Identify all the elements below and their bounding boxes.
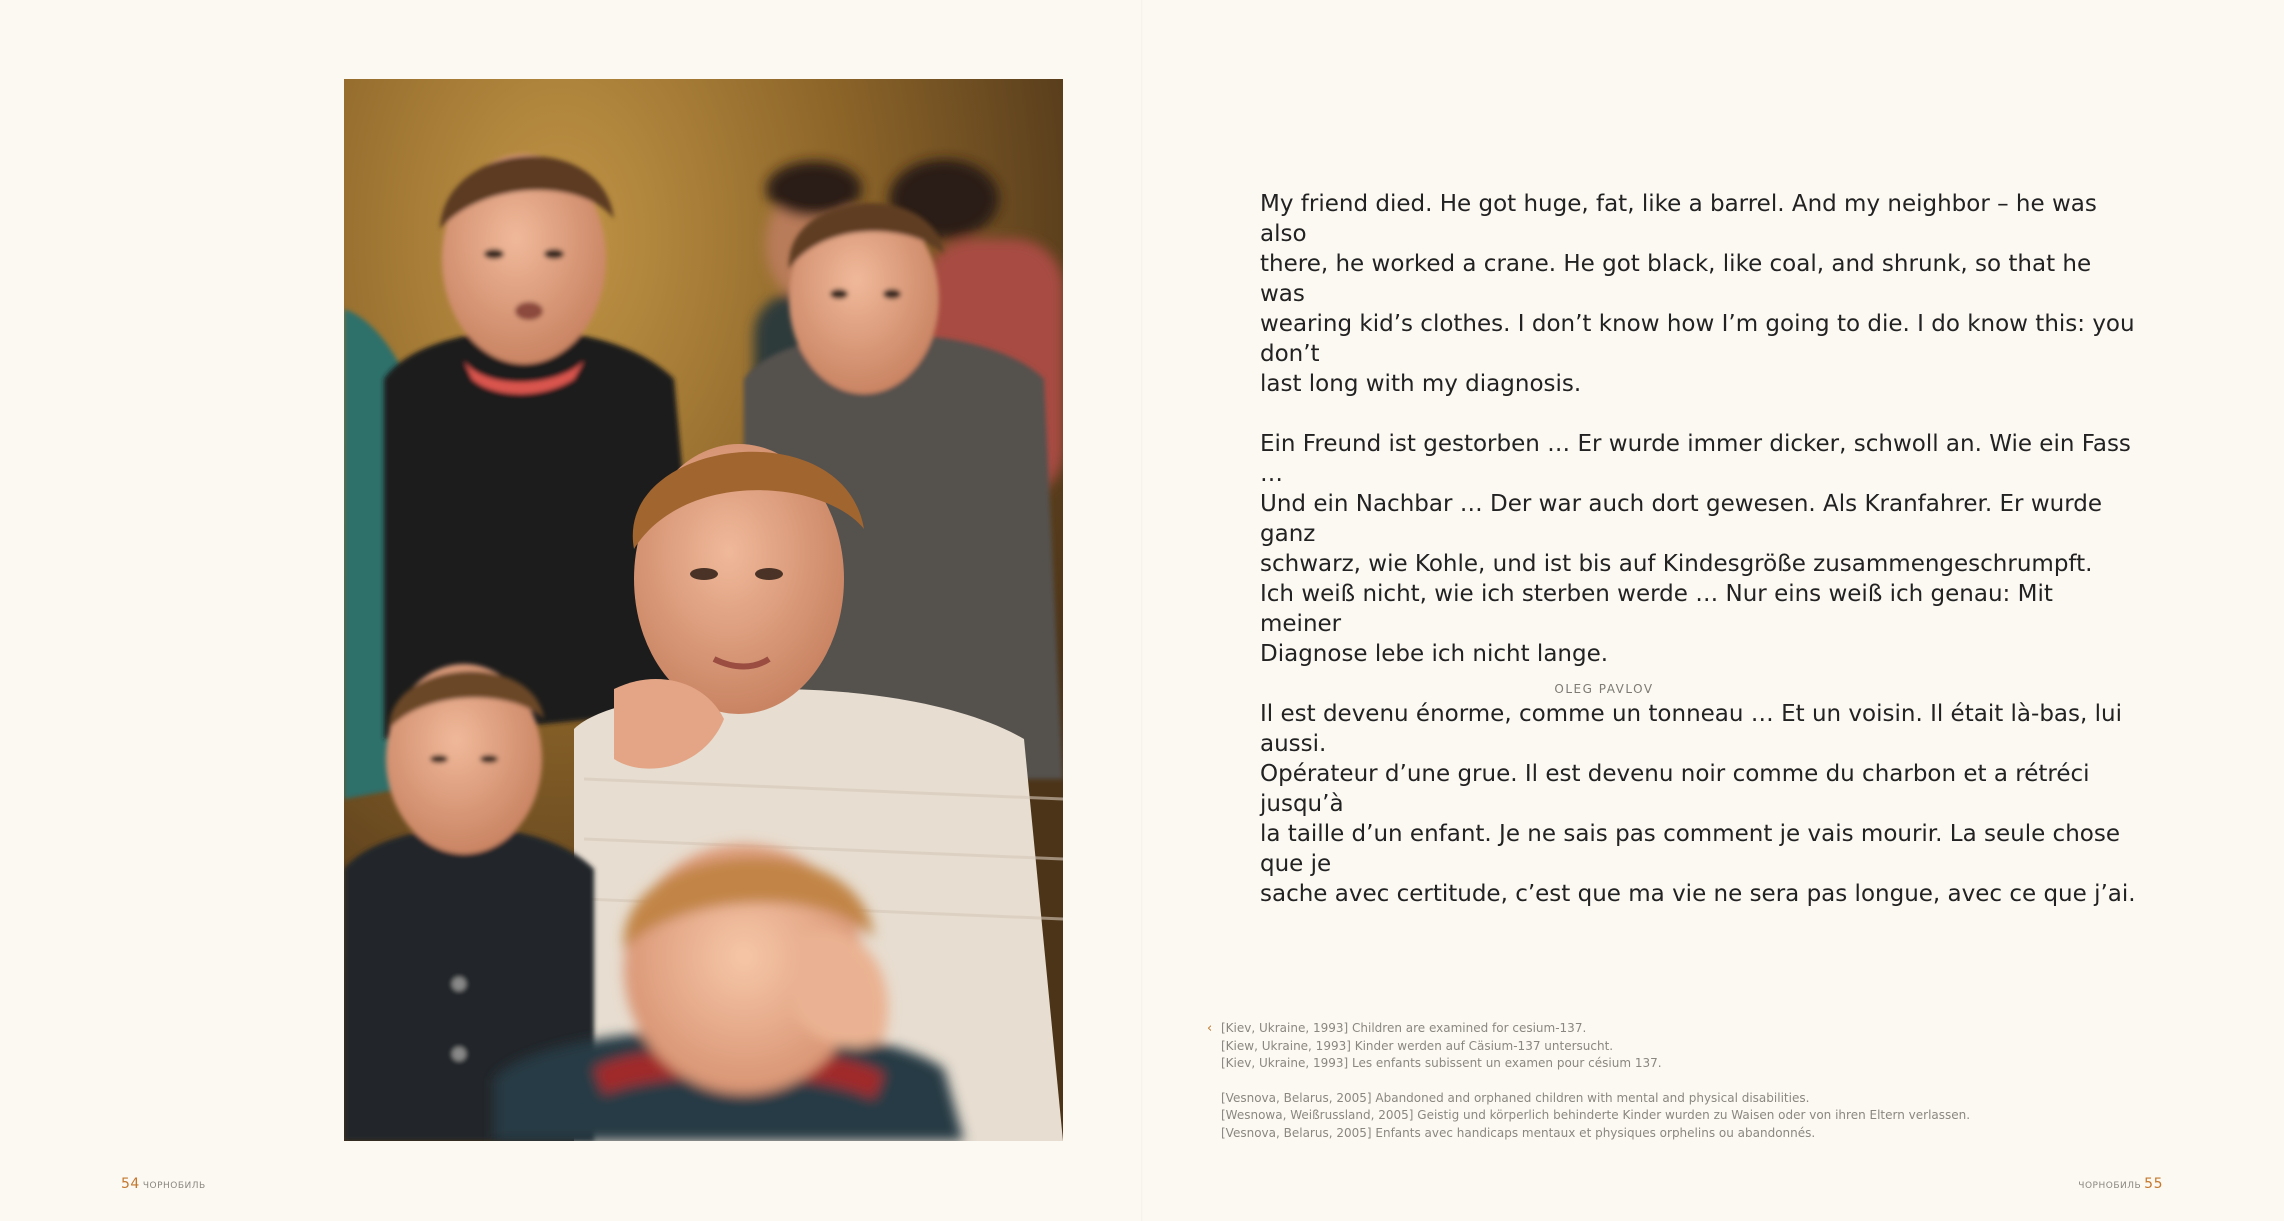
quote-author: OLEG PAVLOV [1554, 682, 1654, 696]
quote-english: My friend died. He got huge, fat, like a barrel. And my neighbor – he was also there, he worked a crane. He got black, like coal, and shrunk, so that he was wearing kid’s clothes. I don’t know how I’m going to die. I do know this: you don’t last long with my diagnosis. [1260, 191, 2135, 397]
photograph-children [344, 79, 1063, 1141]
footer-right [2078, 1176, 2166, 1192]
quote-block [1260, 189, 2140, 939]
photo-captions [1207, 1020, 1971, 1159]
page-number-left: 54 [121, 1176, 140, 1192]
running-title-right: ЧОРНОБИЛЬ [2078, 1181, 2142, 1191]
running-title-left: ЧОРНОБИЛЬ [142, 1181, 206, 1191]
caption-line: [Kiev, Ukraine, 1993] Les enfants subissent un examen pour césium 137. [1221, 1056, 1662, 1070]
photo-illustration [344, 79, 1063, 1141]
page-number-right: 55 [2144, 1176, 2163, 1192]
caption-line: [Kiew, Ukraine, 1993] Kinder werden auf Cäsium-137 untersucht. [1221, 1038, 1614, 1053]
caption-arrow-icon: ‹ [1207, 1021, 1213, 1036]
caption-group-1 [1221, 1020, 1970, 1073]
quote-german: Ein Freund ist gestorben … Er wurde immer dicker, schwoll an. Wie ein Fass … Und ein Nachbar … Der war auch dort gewesen. Als Kranfahrer. Er wurde ganz schwarz, wie Kohle, und ist bis auf Kindesgröße zusammengeschrumpft. Ich weiß nicht, wie ich sterben werde … Nur eins weiß ich genau: Mit meiner Diagnose lebe ich nicht lange. [1260, 431, 2131, 667]
footer-left [118, 1176, 206, 1192]
quote-french: Il est devenu énorme, comme un tonneau … Et un voisin. Il était là-bas, lui aussi. Opérateur d’une grue. Il est devenu noir comme du charbon et a rétréci jusqu’à la taille d’un enfant. Je ne sais pas comment je vais mourir. La seule chose que je sache avec certitude, c’est que ma vie ne sera pas longue, avec ce que j’ai. [1260, 701, 2136, 907]
caption-line: [Vesnova, Belarus, 2005] Abandoned and orphaned children with mental and physical disabilities. [1221, 1090, 1810, 1105]
caption-group-2 [1221, 1090, 1970, 1143]
page-gutter [1141, 0, 1143, 1221]
caption-line: [Vesnova, Belarus, 2005] Enfants avec handicaps mentaux et physiques orphelins ou abandonnés. [1221, 1125, 1816, 1140]
caption-line: [Kiev, Ukraine, 1993] Children are examined for cesium-137. [1221, 1021, 1587, 1035]
caption-line: [Wesnowa, Weißrussland, 2005] Geistig und körperlich behinderte Kinder wurden zu Waisen oder von ihren Eltern verlassen. [1221, 1108, 1971, 1122]
